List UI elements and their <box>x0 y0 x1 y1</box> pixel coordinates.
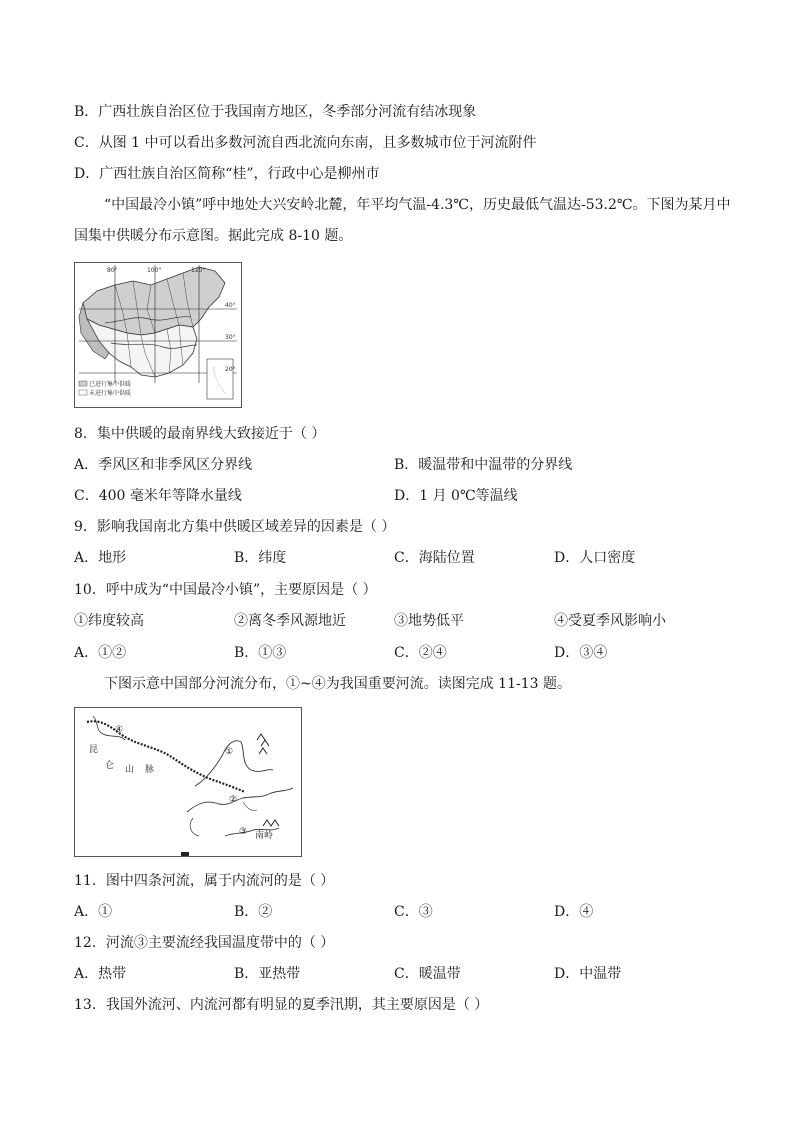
q10-statement-1: ①纬度较高 <box>74 613 144 629</box>
label-shan: 山 <box>125 765 135 775</box>
label-river-1: ① <box>225 747 234 757</box>
label-mai: 脉 <box>145 765 155 775</box>
legend-heated-label: 已进行集中供暖 <box>89 381 132 388</box>
legend-unheated-label: 未进行集中供暖 <box>89 390 132 397</box>
q10-statements <box>74 611 734 631</box>
q11-option-c[interactable]: C．③ <box>394 904 433 920</box>
heating-map <box>75 263 241 407</box>
lat-label-40: 40° <box>225 302 236 309</box>
label-lun: 仑 <box>105 761 115 771</box>
q12-option-c[interactable]: C．暖温带 <box>394 966 461 982</box>
q8-stem: 8．集中供暖的最南界线大致接近于（ ） <box>74 426 326 442</box>
q10-option-c[interactable]: C．②④ <box>394 645 447 661</box>
lon-label-80: 80° <box>107 267 118 274</box>
q10-statement-4: ④受夏季风影响小 <box>554 613 666 629</box>
lat-label-20: 20° <box>225 366 236 373</box>
label-nanling: 南岭 <box>255 831 274 841</box>
option-c: C．从图 1 中可以看出多数河流自西北流向东南，且多数城市位于河流附件 <box>74 135 537 151</box>
q10-option-d[interactable]: D．③④ <box>554 645 608 661</box>
lat-label-30: 30° <box>225 334 236 341</box>
label-river-2: ② <box>229 795 238 805</box>
nanling-mountains <box>263 820 279 826</box>
q13-stem: 13．我国外流河、内流河都有明显的夏季汛期，其主要原因是（ ） <box>74 997 489 1013</box>
q10-option-b[interactable]: B．①③ <box>234 645 287 661</box>
lon-label-100: 100° <box>147 267 162 274</box>
q11-option-b[interactable]: B．② <box>234 904 273 920</box>
label-river-3: ③ <box>239 827 248 837</box>
q11-options <box>74 902 734 922</box>
q8-option-d[interactable]: D．1 月 0℃等温线 <box>394 488 518 504</box>
legend-unheated-swatch <box>79 390 87 395</box>
q10-statement-2: ②离冬季风源地近 <box>234 613 346 629</box>
q9-option-b[interactable]: B．纬度 <box>234 550 287 566</box>
q10-stem: 10．呼中成为“中国最冷小镇”，主要原因是（ ） <box>74 582 377 598</box>
label-kun: 昆 <box>89 745 99 755</box>
label-river-4: ④ <box>115 725 124 735</box>
q10-statement-3: ③地势低平 <box>394 613 464 629</box>
q10-option-a[interactable]: A．①② <box>74 645 127 661</box>
option-b: B．广西壮族自治区位于我国南方地区，冬季部分河流有结冰现象 <box>74 104 477 120</box>
q9-option-a[interactable]: A．地形 <box>74 550 127 566</box>
q10-options <box>74 643 734 663</box>
passage-1-line-2: 国集中供暖分布示意图。据此完成 8-10 题。 <box>74 228 353 244</box>
q11-stem: 11．图中四条河流，属于内流河的是（ ） <box>74 873 335 889</box>
legend-heated-swatch <box>79 381 87 386</box>
q12-stem: 12．河流③主要流经我国温度带中的（ ） <box>74 935 335 951</box>
q8-option-a[interactable]: A．季风区和非季风区分界线 <box>74 457 253 473</box>
q9-stem: 9．影响我国南北方集中供暖区域差异的因素是（ ） <box>74 519 396 535</box>
river-map-figure <box>74 707 302 857</box>
q8-options-row-2 <box>74 486 734 506</box>
heating-map-figure <box>74 262 242 408</box>
q12-option-a[interactable]: A．热带 <box>74 966 127 982</box>
q8-options-row-1 <box>74 455 734 475</box>
passage-2-line-1: 下图示意中国部分河流分布，①~④为我国重要河流。读图完成 11-13 题。 <box>104 676 571 692</box>
q9-options <box>74 548 734 568</box>
river-map <box>75 708 301 856</box>
q11-option-a[interactable]: A．① <box>74 904 113 920</box>
heated-region <box>83 267 225 335</box>
lon-label-120: 120° <box>191 267 206 274</box>
river-2 <box>187 788 293 812</box>
option-d: D．广西壮族自治区简称“桂”，行政中心是柳州市 <box>74 166 380 182</box>
q9-option-d[interactable]: D．人口密度 <box>554 550 636 566</box>
river-1 <box>195 741 273 786</box>
q8-option-b[interactable]: B．暖温带和中温带的分界线 <box>394 457 573 473</box>
q9-option-c[interactable]: C．海陆位置 <box>394 550 475 566</box>
q12-option-d[interactable]: D．中温带 <box>554 966 622 982</box>
q11-option-d[interactable]: D．④ <box>554 904 594 920</box>
q12-option-b[interactable]: B．亚热带 <box>234 966 301 982</box>
q12-options <box>74 964 734 984</box>
passage-1-line-1: “中国最冷小镇”呼中地处大兴安岭北麓，年平均气温-4.3℃，历史最低气温达-53.2℃。下图为某月中 <box>104 197 731 213</box>
q8-option-c[interactable]: C．400 毫米年等降水量线 <box>74 488 242 504</box>
